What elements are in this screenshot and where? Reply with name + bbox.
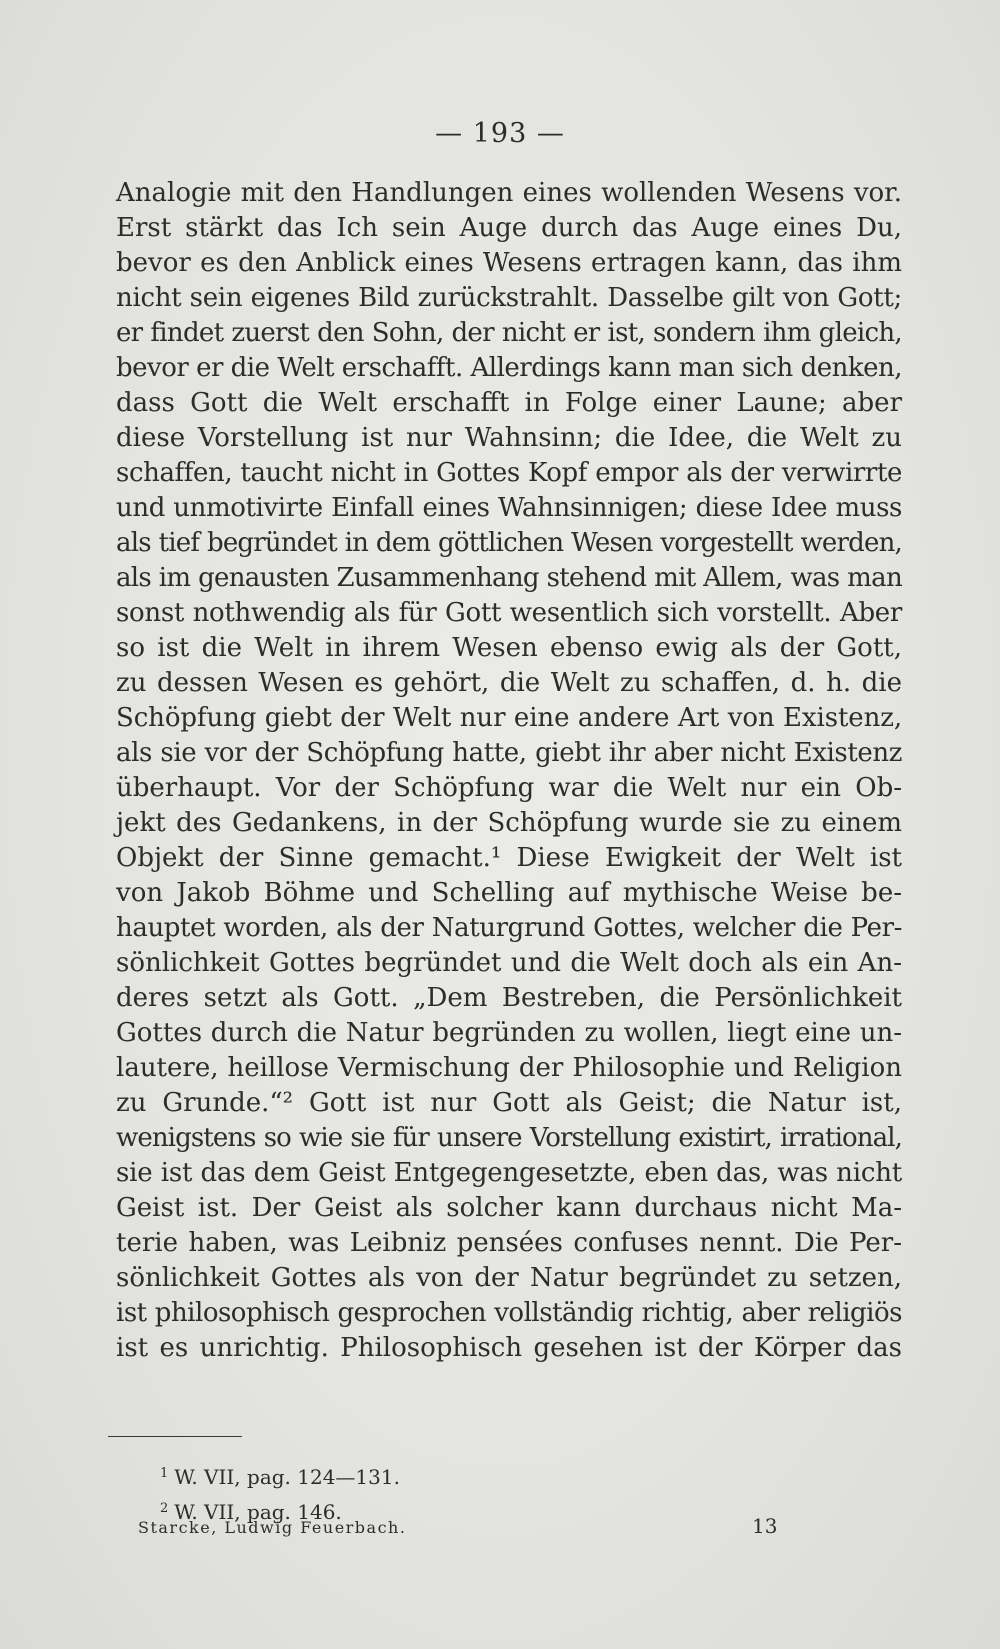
text-line: und unmotivirte Einfall eines Wahnsinnigen; diese Idee muss: [116, 493, 902, 523]
text-line: sie ist das dem Geist Entgegengesetzte, eben das, was nicht: [116, 1158, 902, 1188]
text-line: als sie vor der Schöpfung hatte, giebt ihr aber nicht Existenz: [116, 738, 902, 768]
text-line: als im genausten Zusammenhang stehend mit Allem, was man: [116, 563, 902, 593]
text-line: jekt des Gedankens, in der Schöpfung wurde sie zu einem: [116, 808, 902, 838]
text-line: ist es unrichtig. Philosophisch gesehen ist der Körper das: [116, 1333, 902, 1363]
footnote-text: W. VII, pag. 146.: [174, 1500, 342, 1524]
sheet-number: 13: [752, 1514, 778, 1538]
text-line: schaffen, taucht nicht in Gottes Kopf empor als der verwirrte: [116, 458, 902, 488]
text-line: lautere, heillose Vermischung der Philosophie und Religion: [116, 1053, 902, 1083]
footnote-text: W. VII, pag. 124—131.: [174, 1465, 400, 1489]
text-line: diese Vorstellung ist nur Wahnsinn; die Idee, die Welt zu: [116, 423, 902, 453]
text-line: dass Gott die Welt erschafft in Folge einer Laune; aber: [116, 388, 902, 418]
footnote-rule: [108, 1436, 242, 1437]
page-number-header: — 193 —: [435, 118, 565, 149]
text-line: von Jakob Böhme und Schelling auf mythische Weise be-: [116, 878, 902, 908]
text-line: hauptet worden, als der Naturgrund Gottes, welcher die Per-: [116, 913, 902, 943]
text-line: so ist die Welt in ihrem Wesen ebenso ewig als der Gott,: [116, 633, 902, 663]
text-line: terie haben, was Leibniz pensées confuses nennt. Die Per-: [116, 1228, 902, 1258]
text-line: Erst stärkt das Ich sein Auge durch das Auge eines Du,: [116, 213, 902, 243]
signature-line: Starcke, Ludwig Feuerbach.: [138, 1518, 407, 1537]
text-line: er findet zuerst den Sohn, der nicht er ist, sondern ihm gleich,: [116, 318, 902, 348]
text-line: zu dessen Wesen es gehört, die Welt zu schaffen, d. h. die: [116, 668, 902, 698]
text-line: sönlichkeit Gottes begründet und die Welt doch als ein An-: [116, 948, 902, 978]
text-line: Schöpfung giebt der Welt nur eine andere Art von Existenz,: [116, 703, 902, 733]
text-line: Gottes durch die Natur begründen zu wollen, liegt eine un-: [116, 1018, 902, 1048]
text-line: sönlichkeit Gottes als von der Natur begründet zu setzen,: [116, 1263, 902, 1293]
footnote-marker: 2: [160, 1501, 169, 1516]
body-text: [116, 176, 902, 1366]
text-line: Analogie mit den Handlungen eines wollenden Wesens vor.: [116, 178, 902, 208]
text-line: bevor er die Welt erschafft. Allerdings kann man sich denken,: [116, 353, 902, 383]
footnote-marker: 1: [160, 1466, 169, 1481]
text-line: überhaupt. Vor der Schöpfung war die Welt nur ein Ob-: [116, 773, 902, 803]
text-line: Geist ist. Der Geist als solcher kann durchaus nicht Ma-: [116, 1193, 902, 1223]
text-line: deres setzt als Gott. „Dem Bestreben, die Persönlichkeit: [116, 983, 902, 1013]
footnote-1: [160, 1458, 400, 1493]
text-line: nicht sein eigenes Bild zurückstrahlt. Dasselbe gilt von Gott;: [116, 283, 902, 313]
text-line: bevor es den Anblick eines Wesens ertragen kann, das ihm: [116, 248, 902, 278]
text-line: als tief begründet in dem göttlichen Wesen vorgestellt werden,: [116, 528, 902, 558]
text-line: Objekt der Sinne gemacht.¹ Diese Ewigkeit der Welt ist: [116, 843, 902, 873]
text-line: sonst nothwendig als für Gott wesentlich sich vorstellt. Aber: [116, 598, 902, 628]
text-line: wenigstens so wie sie für unsere Vorstellung existirt, irrational,: [116, 1123, 902, 1153]
text-line: zu Grunde.“² Gott ist nur Gott als Geist; die Natur ist,: [116, 1088, 902, 1118]
text-line: ist philosophisch gesprochen vollständig richtig, aber religiös: [116, 1298, 902, 1328]
